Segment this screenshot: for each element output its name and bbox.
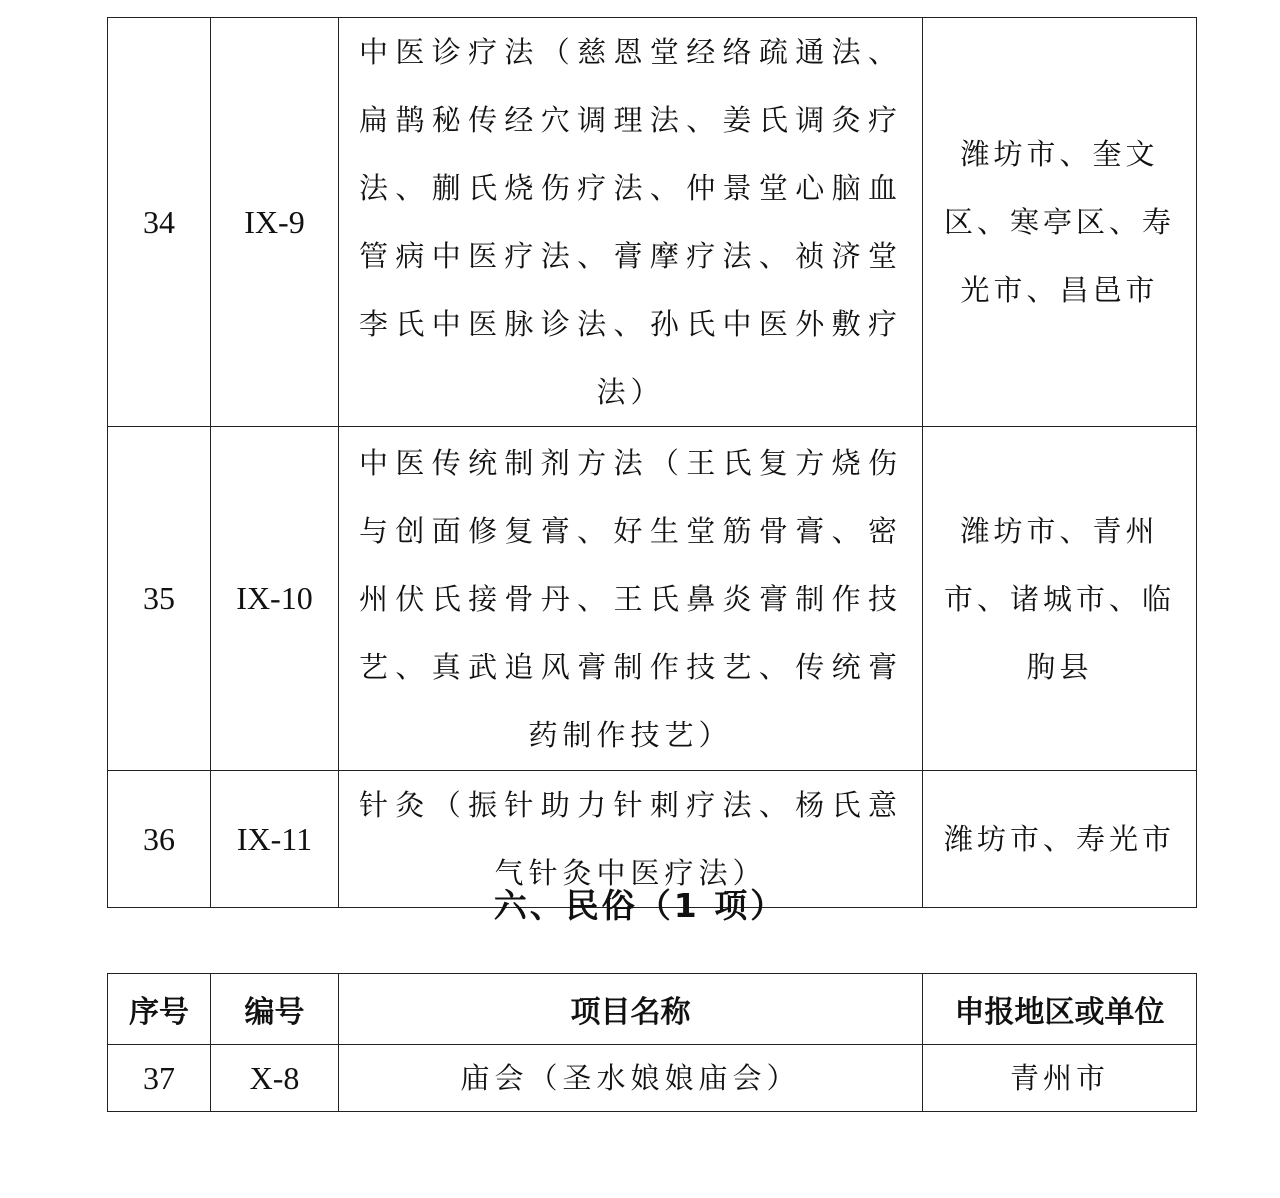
- table-header-row: [108, 974, 1197, 1045]
- row-project-name: 针灸（振针助力针刺疗法、杨氏意气针灸中医疗法）: [339, 771, 923, 908]
- table-row: [108, 1045, 1197, 1112]
- header-project-name: 项目名称: [339, 974, 923, 1045]
- section-title: 六、民俗（1 项）: [493, 886, 787, 925]
- header-seq: 序号: [108, 974, 211, 1045]
- row-seq: 37: [108, 1045, 211, 1112]
- header-region: 申报地区或单位: [923, 974, 1197, 1045]
- row-region: 潍坊市、青州市、诸城市、临朐县: [923, 427, 1197, 771]
- row-region: 潍坊市、奎文区、寒亭区、寿光市、昌邑市: [923, 18, 1197, 427]
- row-code: IX-10: [211, 427, 339, 771]
- row-code: IX-11: [211, 771, 339, 908]
- row-code: X-8: [211, 1045, 339, 1112]
- heritage-table-continued: [107, 17, 1197, 908]
- row-project-name: 庙会（圣水娘娘庙会）: [339, 1045, 923, 1112]
- table-row: [108, 427, 1197, 771]
- row-project-name: 中医诊疗法（慈恩堂经络疏通法、扁鹊秘传经穴调理法、姜氏调灸疗法、蒯氏烧伤疗法、仲景堂心脑血管病中医疗法、膏摩疗法、祯济堂李氏中医脉诊法、孙氏中医外敷疗法）: [339, 18, 923, 427]
- table-row: [108, 18, 1197, 427]
- row-seq: 35: [108, 427, 211, 771]
- folk-custom-table: [107, 973, 1197, 1112]
- header-code: 编号: [211, 974, 339, 1045]
- row-code: IX-9: [211, 18, 339, 427]
- row-region: 青州市: [923, 1045, 1197, 1112]
- row-seq: 36: [108, 771, 211, 908]
- row-region: 潍坊市、寿光市: [923, 771, 1197, 908]
- row-seq: 34: [108, 18, 211, 427]
- row-project-name: 中医传统制剂方法（王氏复方烧伤与创面修复膏、好生堂筋骨膏、密州伏氏接骨丹、王氏鼻炎膏制作技艺、真武追风膏制作技艺、传统膏药制作技艺）: [339, 427, 923, 771]
